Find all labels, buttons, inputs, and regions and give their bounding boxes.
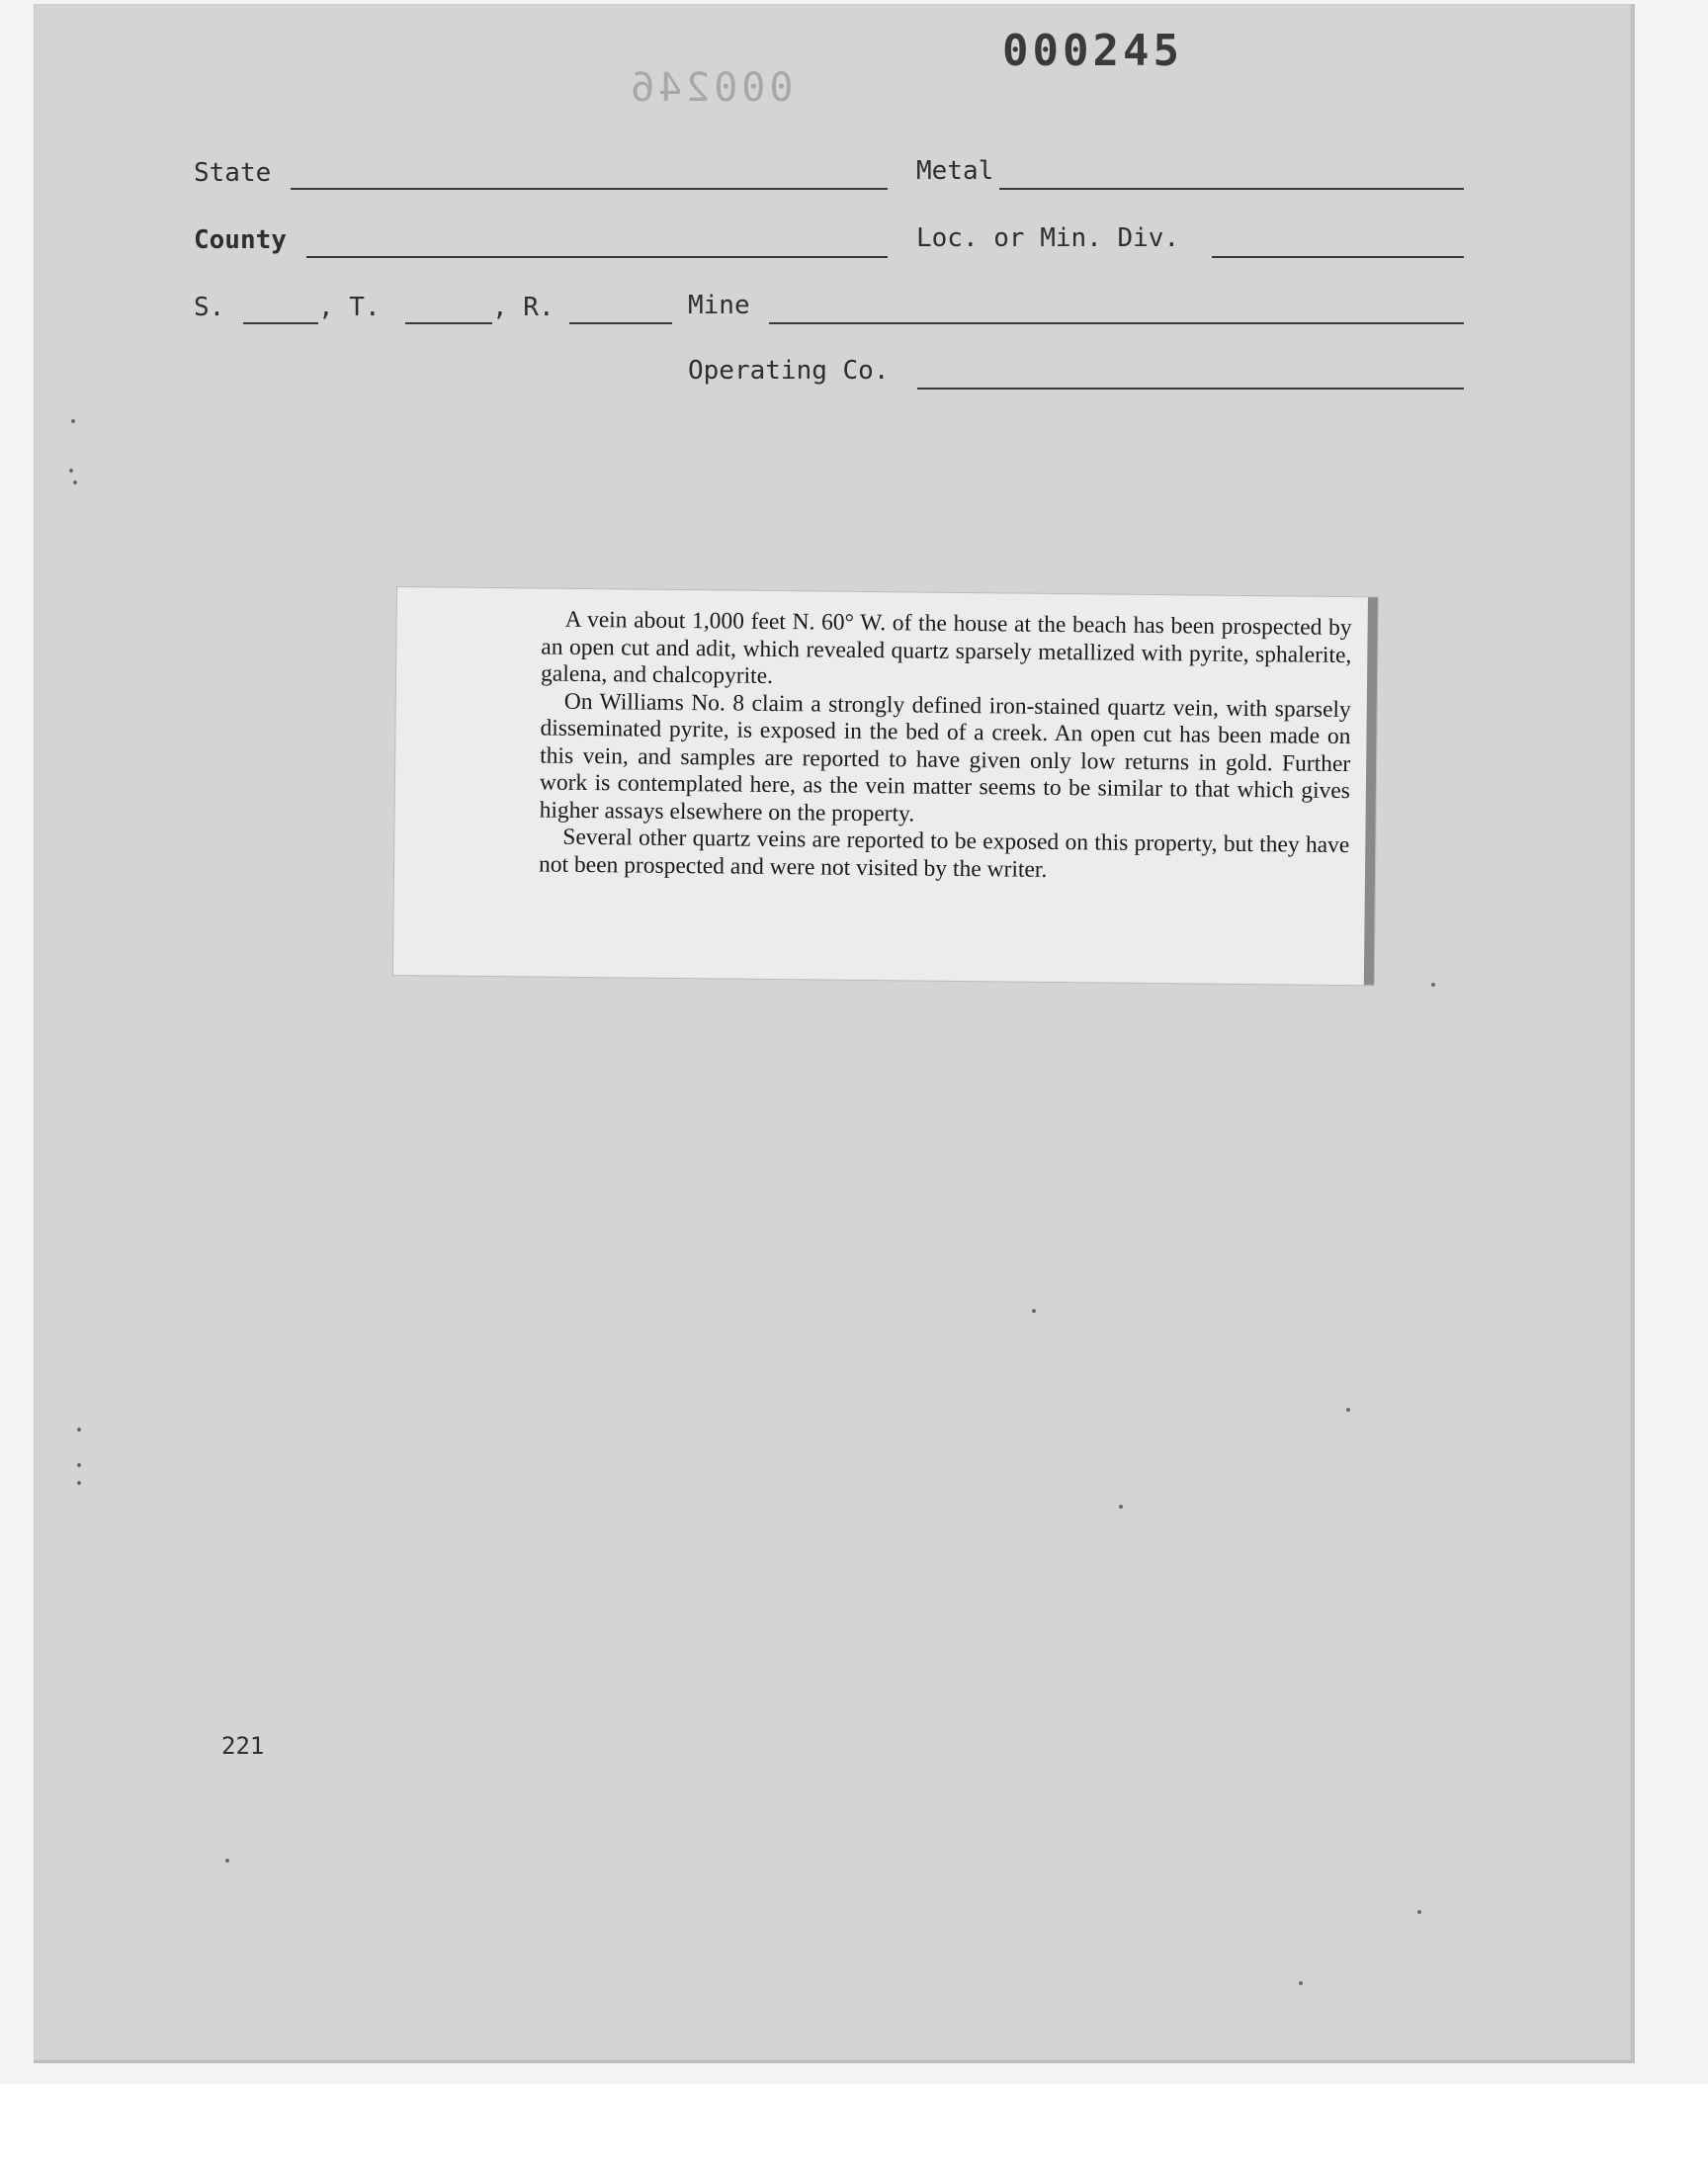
clipping-paragraph: Several other quartz veins are reported to be exposed on this property, but they have not been prospected and were not visited by the writer. — [538, 824, 1350, 883]
scan-speck — [77, 1481, 81, 1485]
state-label: State — [194, 158, 272, 188]
scan-speck — [77, 1463, 81, 1467]
section-field-line — [243, 322, 318, 324]
metal-field-line — [999, 188, 1464, 190]
scan-margin — [0, 2084, 1708, 2175]
scan-speck — [1032, 1309, 1036, 1313]
scan-speck — [71, 419, 75, 423]
township-label: , T. — [318, 293, 381, 322]
operating-co-field-line — [917, 388, 1464, 390]
document-sheet — [34, 4, 1635, 2063]
page-number: 221 — [221, 1732, 265, 1760]
clipping-paragraph: A vein about 1,000 feet N. 60° W. of the house at the beach has been prospected by an open cut and adit, which revealed quartz sparsely metallized with pyrite, sphalerite, galena, and chalcopyrite. — [540, 606, 1352, 689]
mine-field-line — [769, 322, 1464, 324]
range-label: , R. — [492, 293, 555, 322]
scan-speck — [1431, 983, 1435, 987]
stamp-number-bleedthrough: 000246 — [627, 65, 794, 111]
clipping-paragraph: On Williams No. 8 claim a strongly defined iron-stained quartz vein, with sparsely disseminated pyrite, is exposed in the bed of a creek. An open cut has been made on this vein, and samples are reported to have given only low returns in gold. Further work is contemplated here, as the vein matter seems to be similar to that which gives higher assays elsewhere on the property. — [539, 688, 1351, 826]
township-field-line — [405, 322, 492, 324]
operating-co-label: Operating Co. — [688, 356, 890, 386]
loc-or-min-div-label: Loc. or Min. Div. — [916, 223, 1180, 253]
scan-speck — [1346, 1408, 1350, 1412]
scan-speck — [1417, 1910, 1421, 1914]
stamp-number: 000245 — [1002, 26, 1183, 76]
scan-speck — [1299, 1981, 1303, 1985]
scan-speck — [1119, 1505, 1123, 1509]
loc-field-line — [1212, 256, 1464, 258]
mine-label: Mine — [688, 291, 750, 320]
state-field-line — [291, 188, 888, 190]
metal-label: Metal — [916, 156, 994, 186]
scan-speck — [73, 480, 77, 484]
county-label: County — [194, 225, 287, 255]
scan-speck — [77, 1428, 81, 1432]
clipping-body — [539, 607, 1352, 888]
scan-speck — [225, 1859, 229, 1863]
section-label: S. — [194, 293, 225, 322]
scan-speck — [69, 469, 73, 473]
county-field-line — [306, 256, 888, 258]
pasted-text-clipping — [393, 587, 1378, 985]
range-field-line — [569, 322, 672, 324]
